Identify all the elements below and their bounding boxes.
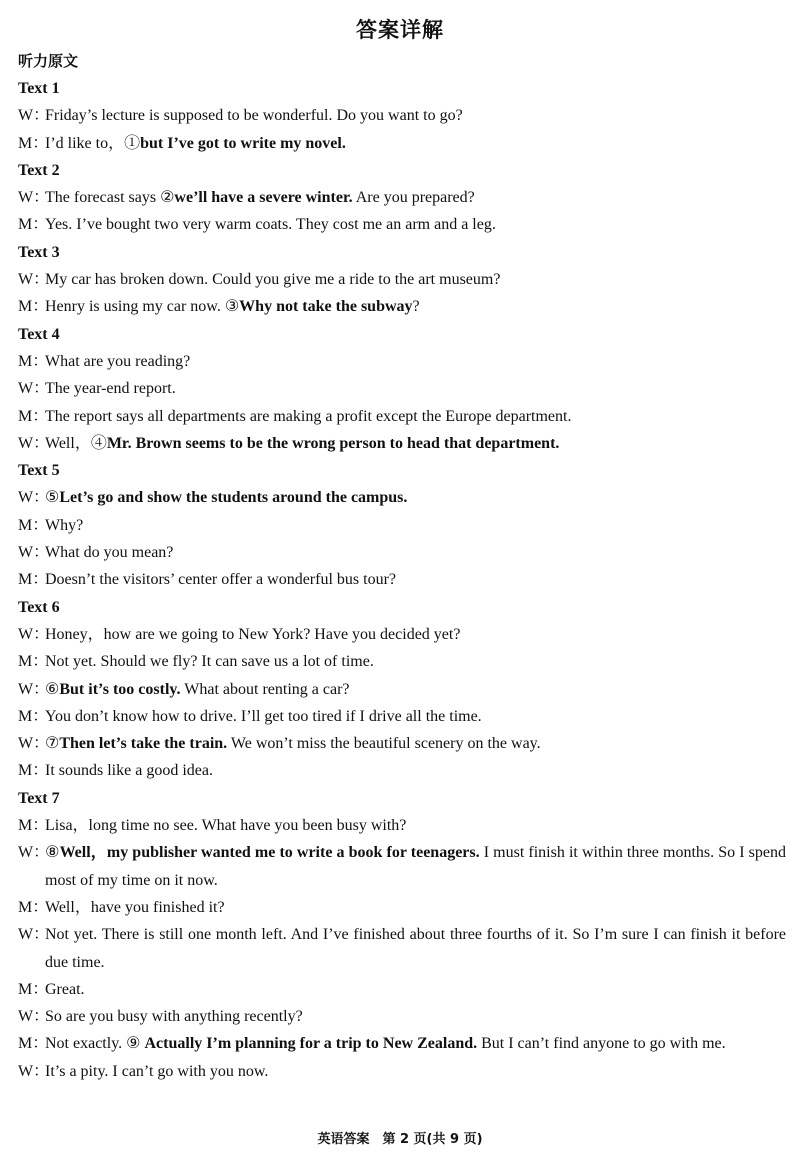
dialogue-line bbox=[18, 512, 786, 539]
speaker-label: W： bbox=[18, 735, 50, 753]
speaker-label: W： bbox=[18, 107, 50, 125]
answer-highlight: Let’s go and show the students around the campus. bbox=[59, 489, 408, 507]
dialogue-line bbox=[18, 621, 786, 648]
dialogue-line bbox=[18, 102, 786, 129]
text-heading: Text 6 bbox=[18, 598, 60, 616]
dialogue-text: The forecast says ② bbox=[45, 189, 175, 207]
answer-highlight: Actually I’m planning for a trip to New Zealand. bbox=[144, 1035, 478, 1053]
dialogue-text: ⑦ bbox=[45, 735, 60, 753]
dialogue-line bbox=[18, 1003, 786, 1030]
speaker-label: W： bbox=[18, 926, 50, 944]
speaker-label: M： bbox=[18, 898, 49, 916]
speaker-label: M： bbox=[18, 980, 49, 998]
dialogue-line bbox=[18, 484, 786, 511]
dialogue-text: Not yet. Should we fly? It can save us a lot of time. bbox=[45, 653, 374, 671]
dialogue-line bbox=[18, 730, 786, 757]
answer-highlight: But it’s too costly. bbox=[59, 680, 181, 698]
speaker-label: M： bbox=[18, 707, 49, 725]
text-block bbox=[18, 594, 786, 785]
dialogue-line bbox=[18, 430, 786, 457]
dialogue-text: What are you reading? bbox=[45, 352, 191, 370]
dialogue-text: We won’t miss the beautiful scenery on the way. bbox=[227, 735, 541, 753]
speaker-label: W： bbox=[18, 544, 50, 562]
speaker-label: M： bbox=[18, 653, 49, 671]
text-block bbox=[18, 321, 786, 457]
dialogue-text: Friday’s lecture is supposed to be wonderful. Do you want to go? bbox=[45, 107, 463, 125]
speaker-label: M： bbox=[18, 352, 49, 370]
dialogue-line bbox=[18, 130, 786, 157]
dialogue-line bbox=[18, 839, 786, 894]
dialogue-line bbox=[18, 539, 786, 566]
dialogue-text: Honey，how are we going to New York? Have you decided yet? bbox=[45, 625, 461, 643]
answer-highlight: Well，my publisher wanted me to write a book for teenagers. bbox=[59, 844, 480, 862]
speaker-label: M： bbox=[18, 298, 49, 316]
dialogue-text: Well，④ bbox=[45, 434, 107, 452]
transcript-texts bbox=[18, 75, 786, 1085]
page-footer: 英语答案 第 2 页(共 9 页) bbox=[317, 1132, 483, 1147]
dialogue-text: What about renting a car? bbox=[180, 680, 350, 698]
section-title: 听力原文 bbox=[18, 52, 79, 70]
page-title: 答案详解 bbox=[356, 18, 444, 42]
dialogue-line bbox=[18, 566, 786, 593]
speaker-label: M： bbox=[18, 134, 49, 152]
answer-highlight: Mr. Brown seems to be the wrong person to head that department. bbox=[106, 434, 560, 452]
dialogue-text: Not exactly. ⑨ bbox=[45, 1035, 145, 1053]
dialogue-line bbox=[18, 757, 786, 784]
speaker-label: W： bbox=[18, 625, 50, 643]
text-block bbox=[18, 157, 786, 239]
dialogue-text: ⑥ bbox=[45, 680, 60, 698]
dialogue-text: Not yet. There is still one month left. And I’ve finished about three fourths of it. So I’m sure I can finish it before due time. bbox=[45, 926, 786, 971]
speaker-label: M： bbox=[18, 407, 49, 425]
speaker-label: M： bbox=[18, 817, 49, 835]
dialogue-text: Lisa，long time no see. What have you been busy with? bbox=[45, 817, 407, 835]
dialogue-text: Doesn’t the visitors’ center offer a wonderful bus tour? bbox=[45, 571, 397, 589]
dialogue-line bbox=[18, 676, 786, 703]
answer-highlight: but I’ve got to write my novel. bbox=[140, 134, 346, 152]
speaker-label: M： bbox=[18, 516, 49, 534]
dialogue-text: Why? bbox=[45, 516, 84, 534]
dialogue-text: The report says all departments are making a profit except the Europe department. bbox=[45, 407, 572, 425]
dialogue-text: I’d like to，① bbox=[45, 134, 141, 152]
dialogue-text: You don’t know how to drive. I’ll get too tired if I drive all the time. bbox=[45, 707, 482, 725]
dialogue-line bbox=[18, 894, 786, 921]
dialogue-text: But I can’t find anyone to go with me. bbox=[477, 1035, 726, 1053]
text-heading: Text 4 bbox=[18, 325, 60, 343]
dialogue-line bbox=[18, 1030, 786, 1057]
dialogue-text: So are you busy with anything recently? bbox=[45, 1008, 303, 1026]
text-block bbox=[18, 785, 786, 1085]
answer-highlight: we’ll have a severe winter. bbox=[174, 189, 353, 207]
transcript-body bbox=[18, 48, 786, 1085]
speaker-label: W： bbox=[18, 271, 50, 289]
speaker-label: W： bbox=[18, 1062, 50, 1080]
dialogue-text: ⑤ bbox=[45, 489, 60, 507]
answer-highlight: Why not take the subway bbox=[239, 298, 413, 316]
speaker-label: M： bbox=[18, 1035, 49, 1053]
dialogue-line bbox=[18, 403, 786, 430]
dialogue-text: Great. bbox=[45, 980, 85, 998]
text-heading: Text 7 bbox=[18, 789, 60, 807]
dialogue-line bbox=[18, 266, 786, 293]
speaker-label: M： bbox=[18, 216, 49, 234]
dialogue-line bbox=[18, 921, 786, 976]
dialogue-text: It’s a pity. I can’t go with you now. bbox=[45, 1062, 269, 1080]
dialogue-text: I must finish it within three months. So I spend most of my time on it now. bbox=[45, 844, 787, 889]
speaker-label: W： bbox=[18, 489, 50, 507]
dialogue-text: ? bbox=[412, 298, 420, 316]
speaker-label: W： bbox=[18, 434, 50, 452]
dialogue-line bbox=[18, 812, 786, 839]
dialogue-line bbox=[18, 1058, 786, 1085]
text-block bbox=[18, 457, 786, 593]
text-heading: Text 3 bbox=[18, 243, 60, 261]
dialogue-line bbox=[18, 348, 786, 375]
dialogue-text: Well，have you finished it? bbox=[45, 898, 225, 916]
dialogue-line bbox=[18, 293, 786, 320]
dialogue-line bbox=[18, 184, 786, 211]
speaker-label: W： bbox=[18, 844, 50, 862]
dialogue-line bbox=[18, 976, 786, 1003]
text-heading: Text 1 bbox=[18, 80, 60, 97]
dialogue-text: What do you mean? bbox=[45, 544, 174, 562]
dialogue-text: Henry is using my car now. ③ bbox=[45, 298, 240, 316]
dialogue-text: ⑧ bbox=[45, 844, 60, 862]
dialogue-text: My car has broken down. Could you give me a ride to the art museum? bbox=[45, 271, 501, 289]
text-block bbox=[18, 75, 786, 157]
dialogue-text: It sounds like a good idea. bbox=[45, 762, 213, 780]
speaker-label: M： bbox=[18, 571, 49, 589]
dialogue-text: The year-end report. bbox=[45, 380, 176, 398]
dialogue-line bbox=[18, 375, 786, 402]
dialogue-line bbox=[18, 703, 786, 730]
speaker-label: W： bbox=[18, 1008, 50, 1026]
dialogue-line bbox=[18, 648, 786, 675]
speaker-label: W： bbox=[18, 189, 50, 207]
text-block bbox=[18, 239, 786, 321]
text-heading: Text 2 bbox=[18, 161, 60, 179]
text-heading: Text 5 bbox=[18, 462, 60, 480]
dialogue-line bbox=[18, 211, 786, 238]
speaker-label: W： bbox=[18, 380, 50, 398]
speaker-label: M： bbox=[18, 762, 49, 780]
dialogue-text: Are you prepared? bbox=[352, 189, 475, 207]
dialogue-text: Yes. I’ve bought two very warm coats. They cost me an arm and a leg. bbox=[45, 216, 496, 234]
answer-highlight: Then let’s take the train. bbox=[59, 735, 228, 753]
speaker-label: W： bbox=[18, 680, 50, 698]
